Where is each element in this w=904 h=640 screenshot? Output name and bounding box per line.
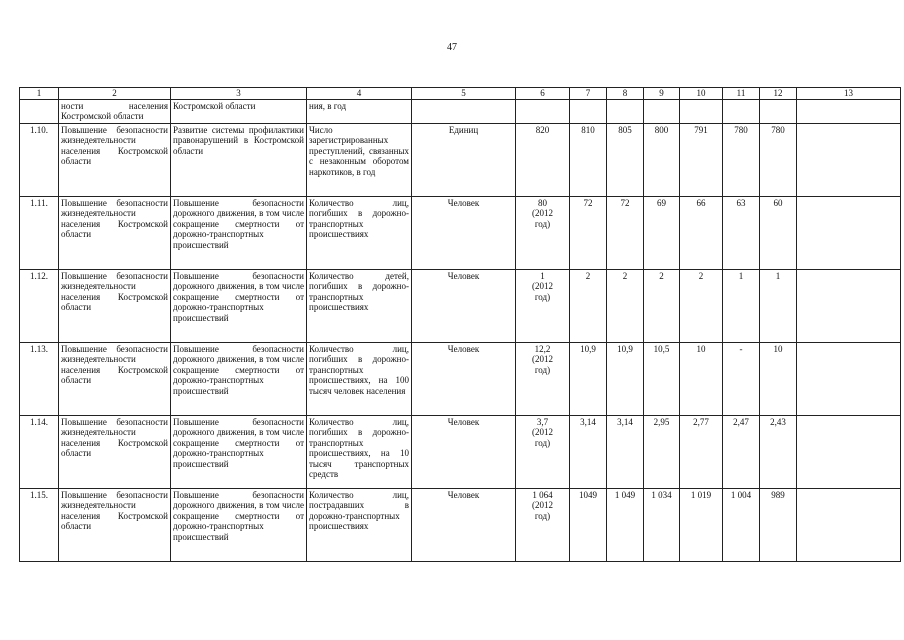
cell-v13 bbox=[797, 415, 901, 488]
cell-v10: 791 bbox=[680, 123, 723, 196]
cell-v13 bbox=[797, 99, 901, 123]
cell-no: 1.12. bbox=[20, 269, 59, 342]
cell-v7: 3,14 bbox=[570, 415, 607, 488]
cell-v8: 72 bbox=[607, 196, 644, 269]
cell-v12: 1 bbox=[760, 269, 797, 342]
cell-v9: 2,95 bbox=[644, 415, 680, 488]
cell-no: 1.13. bbox=[20, 342, 59, 415]
cell-goal: Повышение безопасности жизнедеятельности населения Костромской области bbox=[59, 342, 171, 415]
cell-indicator: Количество лиц, погибших в дорожно-транспортных происшествиях bbox=[307, 196, 412, 269]
cell-v11: 2,47 bbox=[723, 415, 760, 488]
cell-no bbox=[20, 99, 59, 123]
cell-no: 1.15. bbox=[20, 488, 59, 561]
cell-v8: 805 bbox=[607, 123, 644, 196]
cell-v12: 989 bbox=[760, 488, 797, 561]
cell-unit: Человек bbox=[412, 342, 516, 415]
cell-unit: Человек bbox=[412, 488, 516, 561]
cell-indicator: Количество лиц, пострадавших в дорожно-транспортных происшествиях bbox=[307, 488, 412, 561]
cell-v11: 780 bbox=[723, 123, 760, 196]
cell-indicator: Количество лиц, погибших в дорожно-транспортных происшествиях, на 100 тысяч человек населения bbox=[307, 342, 412, 415]
cell-goal: Повышение безопасности жизнедеятельности населения Костромской области bbox=[59, 196, 171, 269]
cell-base: 80 (2012 год) bbox=[516, 196, 570, 269]
cell-v11: 1 bbox=[723, 269, 760, 342]
cell-unit: Единиц bbox=[412, 123, 516, 196]
header-cell: 6 bbox=[516, 88, 570, 100]
cell-indicator: Число зарегистрированных преступлений, связанных с незаконным оборотом наркотиков, в год bbox=[307, 123, 412, 196]
cell-v8: 2 bbox=[607, 269, 644, 342]
header-cell: 11 bbox=[723, 88, 760, 100]
page-number: 47 bbox=[447, 42, 457, 53]
cell-indicator: Количество лиц, погибших в дорожно-транспортных происшествиях, на 10 тысяч транспортных средств bbox=[307, 415, 412, 488]
cell-v9: 1 034 bbox=[644, 488, 680, 561]
cell-v8: 3,14 bbox=[607, 415, 644, 488]
cell-v13 bbox=[797, 342, 901, 415]
cell-v8: 10,9 bbox=[607, 342, 644, 415]
cell-task: Повышение безопасности дорожного движения, в том числе сокращение смертности от дорожно-транспортных происшествий bbox=[171, 415, 307, 488]
cell-v10 bbox=[680, 99, 723, 123]
header-cell: 4 bbox=[307, 88, 412, 100]
cell-v9: 69 bbox=[644, 196, 680, 269]
table-row bbox=[20, 123, 901, 196]
cell-v10: 2 bbox=[680, 269, 723, 342]
table-row bbox=[20, 488, 901, 561]
cell-v7: 2 bbox=[570, 269, 607, 342]
cell-v11: 63 bbox=[723, 196, 760, 269]
cell-task: Повышение безопасности дорожного движения, в том числе сокращение смертности от дорожно-транспортных происшествий bbox=[171, 342, 307, 415]
cell-v10: 2,77 bbox=[680, 415, 723, 488]
cell-v12 bbox=[760, 99, 797, 123]
table-row bbox=[20, 99, 901, 123]
cell-base: 1 (2012 год) bbox=[516, 269, 570, 342]
header-cell: 2 bbox=[59, 88, 171, 100]
cell-v8 bbox=[607, 99, 644, 123]
cell-v9: 2 bbox=[644, 269, 680, 342]
cell-v7 bbox=[570, 99, 607, 123]
cell-base: 1 064 (2012 год) bbox=[516, 488, 570, 561]
cell-v11: 1 004 bbox=[723, 488, 760, 561]
cell-goal: Повышение безопасности жизнедеятельности населения Костромской области bbox=[59, 415, 171, 488]
cell-base: 820 bbox=[516, 123, 570, 196]
indicators-table bbox=[19, 87, 901, 562]
cell-task: Костромской области bbox=[171, 99, 307, 123]
cell-v9: 10,5 bbox=[644, 342, 680, 415]
cell-v13 bbox=[797, 196, 901, 269]
cell-base: 3,7 (2012 год) bbox=[516, 415, 570, 488]
cell-no: 1.10. bbox=[20, 123, 59, 196]
cell-no: 1.14. bbox=[20, 415, 59, 488]
cell-v13 bbox=[797, 269, 901, 342]
header-cell: 8 bbox=[607, 88, 644, 100]
cell-v9 bbox=[644, 99, 680, 123]
cell-task: Повышение безопасности дорожного движения, в том числе сокращение смертности от дорожно-транспортных происшествий bbox=[171, 196, 307, 269]
cell-indicator: ния, в год bbox=[307, 99, 412, 123]
table-row bbox=[20, 415, 901, 488]
cell-v7: 1049 bbox=[570, 488, 607, 561]
cell-v10: 66 bbox=[680, 196, 723, 269]
table-row bbox=[20, 269, 901, 342]
cell-v9: 800 bbox=[644, 123, 680, 196]
cell-unit: Человек bbox=[412, 196, 516, 269]
cell-task: Повышение безопасности дорожного движения, в том числе сокращение смертности от дорожно-транспортных происшествий bbox=[171, 488, 307, 561]
header-cell: 10 bbox=[680, 88, 723, 100]
header-cell: 13 bbox=[797, 88, 901, 100]
cell-v12: 780 bbox=[760, 123, 797, 196]
header-cell: 9 bbox=[644, 88, 680, 100]
cell-v10: 10 bbox=[680, 342, 723, 415]
table-row bbox=[20, 196, 901, 269]
cell-goal: Повышение безопасности жизнедеятельности населения Костромской области bbox=[59, 488, 171, 561]
cell-v13 bbox=[797, 488, 901, 561]
cell-v12: 10 bbox=[760, 342, 797, 415]
cell-indicator: Количество детей, погибших в дорожно-транспортных происшествиях bbox=[307, 269, 412, 342]
header-cell: 5 bbox=[412, 88, 516, 100]
cell-base: 12,2 (2012 год) bbox=[516, 342, 570, 415]
table-row bbox=[20, 342, 901, 415]
cell-v7: 72 bbox=[570, 196, 607, 269]
cell-v11 bbox=[723, 99, 760, 123]
cell-v7: 810 bbox=[570, 123, 607, 196]
cell-task: Повышение безопасности дорожного движения, в том числе сокращение смертности от дорожно-транспортных происшествий bbox=[171, 269, 307, 342]
cell-unit: Человек bbox=[412, 269, 516, 342]
cell-v8: 1 049 bbox=[607, 488, 644, 561]
cell-v7: 10,9 bbox=[570, 342, 607, 415]
header-cell: 3 bbox=[171, 88, 307, 100]
cell-v11: - bbox=[723, 342, 760, 415]
cell-v12: 60 bbox=[760, 196, 797, 269]
header-cell: 12 bbox=[760, 88, 797, 100]
cell-v13 bbox=[797, 123, 901, 196]
cell-goal: Повышение безопасности жизнедеятельности населения Костромской области bbox=[59, 269, 171, 342]
header-cell: 7 bbox=[570, 88, 607, 100]
cell-no: 1.11. bbox=[20, 196, 59, 269]
cell-base bbox=[516, 99, 570, 123]
header-cell: 1 bbox=[20, 88, 59, 100]
cell-v12: 2,43 bbox=[760, 415, 797, 488]
cell-unit bbox=[412, 99, 516, 123]
cell-unit: Человек bbox=[412, 415, 516, 488]
cell-goal: ности населения Костромской области bbox=[59, 99, 171, 123]
cell-v10: 1 019 bbox=[680, 488, 723, 561]
header-row bbox=[20, 88, 901, 100]
cell-goal: Повышение безопасности жизнедеятельности населения Костромской области bbox=[59, 123, 171, 196]
cell-task: Развитие системы профилактики правонарушений в Костромской области bbox=[171, 123, 307, 196]
